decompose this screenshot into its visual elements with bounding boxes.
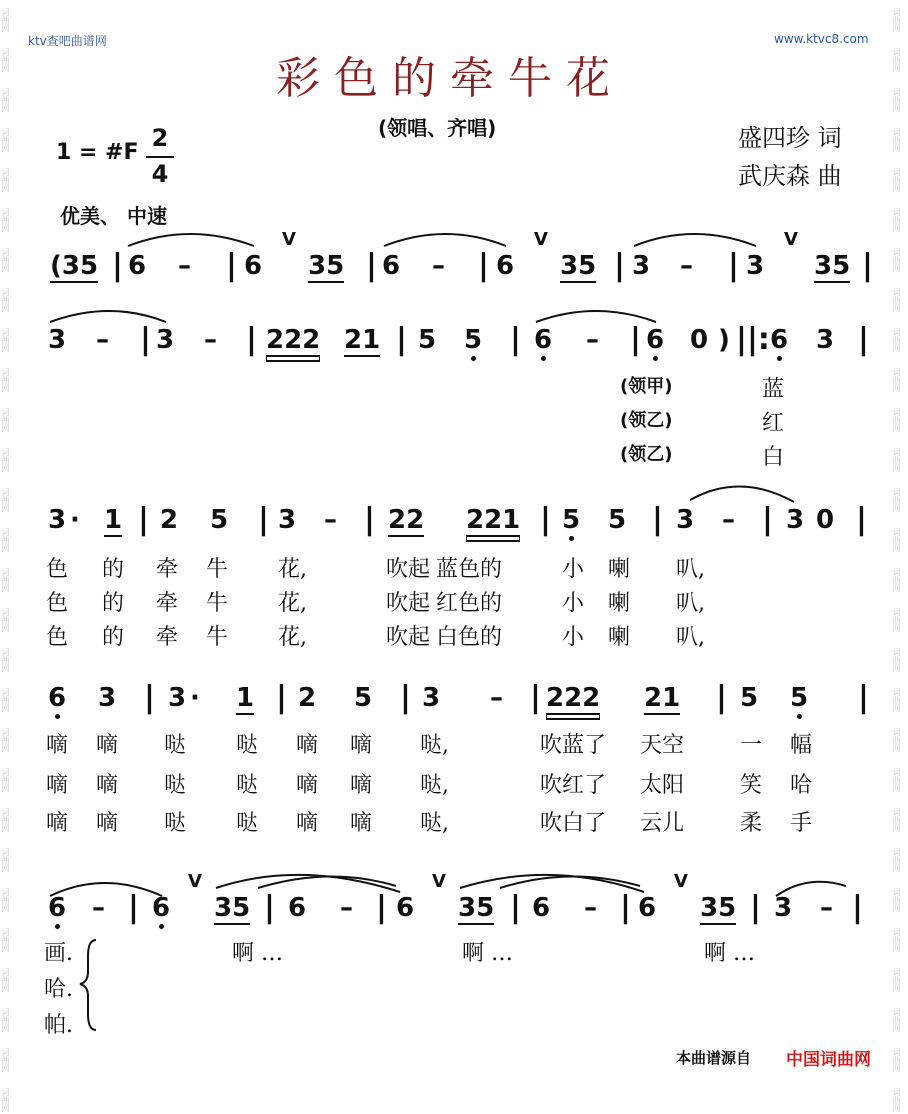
bar-line: | [540, 502, 551, 537]
note: 3 [422, 683, 441, 713]
watermark-mark: 词曲网 [892, 1008, 901, 1032]
bar-line: | [750, 890, 761, 925]
note: 2 [298, 683, 317, 713]
note: – [92, 893, 105, 923]
note: 6 [288, 893, 307, 923]
note: – [722, 505, 735, 535]
note: 6 [532, 893, 551, 923]
lyric-syllable: 哒 [236, 773, 259, 798]
note: 3 [632, 251, 651, 281]
note: – [324, 505, 337, 535]
slur [50, 883, 162, 896]
lyric-syllable: 嘀 [46, 733, 69, 758]
watermark-mark: 词曲网 [892, 688, 901, 712]
note: 1 [104, 505, 123, 535]
lyric-syllable: 一 [740, 733, 763, 758]
breath-mark: V [784, 229, 798, 250]
song-title: 彩色的牵牛花 [276, 53, 624, 104]
lyric-syllable: 哒, [420, 811, 449, 836]
watermark-mark: 词曲网 [892, 768, 901, 792]
lyric-syllable: 牵 [156, 591, 179, 616]
watermark-mark: 词曲网 [1, 288, 10, 312]
watermark-mark: 词曲网 [1, 608, 10, 632]
note: · [190, 683, 200, 713]
bar-line: | [478, 248, 489, 283]
slur [384, 234, 506, 246]
lyric-syllable: 花, [278, 625, 307, 650]
watermark-mark: 词曲网 [1, 688, 10, 712]
watermark-mark: 词曲网 [892, 408, 901, 432]
note: 35 [560, 251, 597, 281]
watermark-mark: 词曲网 [892, 448, 901, 472]
watermark-mark: 词曲网 [1, 168, 10, 192]
note: 6 [646, 325, 665, 355]
bar-line: | [364, 502, 375, 537]
lyric-syllable: 哈. [44, 977, 73, 1002]
bar-line: | [140, 322, 151, 357]
note: 2 [160, 505, 179, 535]
watermark-mark: 词曲网 [1, 328, 10, 352]
note: 5 [210, 505, 229, 535]
bar-line: | [144, 680, 155, 715]
watermark-mark: 词曲网 [892, 808, 901, 832]
watermark-mark: 词曲网 [1, 888, 10, 912]
note: 0 [816, 505, 835, 535]
watermark-mark: 词曲网 [1, 1048, 10, 1072]
note: – [432, 251, 445, 281]
lyric-syllable: 吹白了 [540, 811, 607, 836]
lyric-syllable: 嘀 [96, 733, 119, 758]
note: 6 [128, 251, 147, 281]
note: 5 [562, 505, 581, 535]
note: – [586, 325, 599, 355]
watermark-mark: 词曲网 [1, 728, 10, 752]
key-signature: 1 = #F [56, 140, 139, 165]
note: – [490, 683, 503, 713]
note: 5 [418, 325, 437, 355]
lyric-syllable: 红色的 [436, 591, 503, 616]
note: (35 [50, 251, 99, 281]
note: 35 [458, 893, 495, 923]
note: 3 [676, 505, 695, 535]
lyric-syllable: 牛 [206, 625, 229, 650]
watermark-mark: 词曲网 [1, 768, 10, 792]
lyric-syllable: 牵 [156, 557, 179, 582]
note: 3 [746, 251, 765, 281]
lyric-syllable: 吹红了 [540, 773, 607, 798]
lyric-syllable: 喇 [608, 625, 631, 650]
lyric-syllable: 小 [562, 557, 585, 582]
watermark-mark: 词曲网 [1, 48, 10, 72]
note: 3 [48, 325, 67, 355]
lyric-syllable: 色 [46, 625, 69, 650]
brace [80, 940, 96, 1030]
lyric-syllable: 哒 [164, 773, 187, 798]
lyric-syllable: 叭, [676, 557, 705, 582]
note: – [178, 251, 191, 281]
lyric-syllable: 嘀 [296, 733, 319, 758]
bar-line: | [614, 248, 625, 283]
note: 35 [214, 893, 251, 923]
lyric-syllable: 哈 [790, 773, 813, 798]
watermark-mark: 词曲网 [892, 528, 901, 552]
note: 6 [534, 325, 553, 355]
role-word-red: 红 [762, 411, 785, 436]
note: – [584, 893, 597, 923]
note: 1 [236, 683, 255, 713]
lyric-syllable: 色 [46, 591, 69, 616]
note: – [96, 325, 109, 355]
watermark-mark: 词曲网 [892, 128, 901, 152]
lyric-syllable: 天空 [640, 733, 685, 758]
note: 3 [774, 893, 793, 923]
note: 6 [396, 893, 415, 923]
bar-line: ||: [736, 322, 770, 357]
role-label-lead-c: (领乙) [620, 444, 673, 465]
note: 21 [344, 325, 381, 355]
lyric-syllable: 太阳 [640, 773, 685, 798]
lyric-syllable: 小 [562, 625, 585, 650]
lyric-syllable: 花, [278, 591, 307, 616]
note: 6 [244, 251, 263, 281]
note: 35 [814, 251, 851, 281]
note: 3 [98, 683, 117, 713]
lyric-syllable: 哒 [164, 811, 187, 836]
note: 3 [278, 505, 297, 535]
note: 6 [152, 893, 171, 923]
slur [690, 486, 794, 502]
slur [536, 311, 656, 322]
composer-credit: 武庆森 曲 [738, 162, 842, 190]
lyric-syllable: 哒, [420, 773, 449, 798]
lyric-syllable: 啊 … [232, 941, 283, 966]
bar-line: | [400, 680, 411, 715]
note: 3 [816, 325, 835, 355]
watermark-mark: 词曲网 [892, 848, 901, 872]
tempo-marking: 优美、 中速 [60, 204, 167, 228]
note: 6 [496, 251, 515, 281]
note: 5 [354, 683, 373, 713]
bar-line: | [138, 502, 149, 537]
lyric-syllable: 喇 [608, 557, 631, 582]
bar-line: | [652, 502, 663, 537]
time-signature-top: 2 [151, 124, 169, 152]
watermark-mark: 词曲网 [1, 248, 10, 272]
bar-line: | [530, 680, 541, 715]
lyric-syllable: 帕. [44, 1013, 73, 1038]
lyric-syllable: 哒 [236, 733, 259, 758]
lyric-syllable: 白色的 [436, 625, 503, 650]
bar-line: | [856, 502, 867, 537]
slur [258, 876, 396, 888]
slur [500, 876, 640, 888]
role-label-lead-a: (领甲) [620, 376, 673, 397]
note: 35 [308, 251, 345, 281]
note: – [680, 251, 693, 281]
note: 3 [48, 505, 67, 535]
bar-line: | [510, 890, 521, 925]
note: 3 [786, 505, 805, 535]
lyric-syllable: 花, [278, 557, 307, 582]
watermark-mark: 词曲网 [892, 648, 901, 672]
watermark-mark: 词曲网 [892, 288, 901, 312]
watermark-mark: 词曲网 [892, 928, 901, 952]
lyric-syllable: 哒, [420, 733, 449, 758]
watermark-mark: 词曲网 [892, 88, 901, 112]
watermark-mark: 词曲网 [1, 368, 10, 392]
lyric-syllable: 吹起 [386, 625, 431, 650]
note: 5 [740, 683, 759, 713]
role-word-blue: 蓝 [762, 377, 785, 402]
lyric-syllable: 啊 … [462, 941, 513, 966]
performance-note: (领唱、齐唱) [378, 116, 497, 140]
note: 22 [388, 505, 425, 535]
breath-mark: V [188, 871, 202, 892]
lyric-syllable: 云儿 [640, 811, 685, 836]
note: 6 [638, 893, 657, 923]
watermark-mark: 词曲网 [1, 808, 10, 832]
note: 222 [546, 683, 601, 713]
lyric-syllable: 吹起 [386, 591, 431, 616]
lyric-syllable: 手 [790, 811, 813, 836]
bar-line: | [376, 890, 387, 925]
time-signature-bottom: 4 [151, 160, 169, 188]
watermark-mark: 词曲网 [1, 848, 10, 872]
bar-line: | [620, 890, 631, 925]
lyric-syllable: 幅 [790, 733, 813, 758]
lyric-syllable: 叭, [676, 591, 705, 616]
note: 35 [700, 893, 737, 923]
bar-line: | [630, 322, 641, 357]
watermark-mark: 词曲网 [1, 968, 10, 992]
source-label: 本曲谱源自 [676, 1049, 752, 1067]
bar-line: | [716, 680, 727, 715]
bar-line: | [264, 890, 275, 925]
breath-mark: V [674, 871, 688, 892]
bar-line: | [762, 502, 773, 537]
note: 21 [644, 683, 681, 713]
lyric-syllable: 柔 [740, 811, 763, 836]
watermark-mark: 词曲网 [892, 8, 901, 32]
site-name-left: ktv查吧曲谱网 [28, 34, 107, 48]
lyric-syllable: 吹起 [386, 557, 431, 582]
watermark-mark: 词曲网 [892, 368, 901, 392]
watermark-mark: 词曲网 [892, 328, 901, 352]
watermark-mark: 词曲网 [892, 48, 901, 72]
lyric-syllable: 色 [46, 557, 69, 582]
lyric-syllable: 的 [102, 557, 125, 582]
bar-line: | [246, 322, 257, 357]
watermark-mark: 词曲网 [1, 568, 10, 592]
site-url-right: www.ktvc8.com [774, 32, 869, 46]
note: – [340, 893, 353, 923]
lyric-syllable: 的 [102, 625, 125, 650]
watermark-mark: 词曲网 [892, 608, 901, 632]
note: 5 [608, 505, 627, 535]
lyric-syllable: 牛 [206, 591, 229, 616]
source-site-link[interactable]: 中国词曲网 [786, 1050, 871, 1070]
role-label-lead-b: (领乙) [620, 410, 673, 431]
watermark-mark: 词曲网 [892, 248, 901, 272]
bar-line: | [396, 322, 407, 357]
note: 221 [466, 505, 521, 535]
lyric-syllable: 嘀 [296, 811, 319, 836]
note: 5 [790, 683, 809, 713]
note: 6 [48, 893, 67, 923]
role-word-white: 白 [762, 445, 785, 470]
note: 3 [156, 325, 175, 355]
watermark-mark: 词曲网 [892, 1088, 901, 1112]
lyric-syllable: 哒 [236, 811, 259, 836]
lyric-syllable: 哒 [164, 733, 187, 758]
bar-line: | [852, 890, 863, 925]
slur [50, 311, 166, 322]
watermark-mark: 词曲网 [892, 568, 901, 592]
lyricist-credit: 盛四珍 词 [738, 124, 842, 152]
lyric-syllable: 吹蓝了 [540, 733, 607, 758]
watermark-mark: 词曲网 [1, 928, 10, 952]
bar-line: | [128, 890, 139, 925]
watermark-mark: 词曲网 [1, 88, 10, 112]
bar-line: | [258, 502, 269, 537]
lyric-syllable: 蓝色的 [436, 557, 503, 582]
lyric-syllable: 嘀 [350, 773, 373, 798]
note: 3 [168, 683, 187, 713]
lyric-syllable: 嘀 [350, 811, 373, 836]
lyric-syllable: 牵 [156, 625, 179, 650]
watermark-mark: 词曲网 [892, 208, 901, 232]
watermark-mark: 词曲网 [1, 648, 10, 672]
bar-line: | [226, 248, 237, 283]
note: 0 [690, 325, 709, 355]
bar-line: | [858, 680, 869, 715]
watermark-mark: 词曲网 [1, 128, 10, 152]
lyric-syllable: 嘀 [296, 773, 319, 798]
watermark-mark: 词曲网 [1, 1008, 10, 1032]
slur [128, 234, 254, 246]
lyric-syllable: 嘀 [96, 773, 119, 798]
breath-mark: V [432, 871, 446, 892]
watermark-mark: 词曲网 [1, 208, 10, 232]
note: 6 [770, 325, 789, 355]
note: 222 [266, 325, 321, 355]
watermark-mark: 词曲网 [892, 888, 901, 912]
note: · [70, 505, 80, 535]
bar-line: | [366, 248, 377, 283]
slur [634, 234, 756, 246]
lyric-syllable: 牛 [206, 557, 229, 582]
watermark-mark: 词曲网 [1, 8, 10, 32]
note: 6 [382, 251, 401, 281]
note: – [820, 893, 833, 923]
bar-line: | [510, 322, 521, 357]
lyric-syllable: 叭, [676, 625, 705, 650]
watermark-mark: 词曲网 [1, 448, 10, 472]
lyric-syllable: 啊 … [704, 941, 755, 966]
bar-line: | [858, 322, 869, 357]
breath-mark: V [282, 229, 296, 250]
note: 5 [464, 325, 483, 355]
note: – [204, 325, 217, 355]
note: ) [718, 325, 730, 355]
watermark-mark: 词曲网 [1, 528, 10, 552]
lyric-syllable: 嘀 [46, 773, 69, 798]
lyric-syllable: 的 [102, 591, 125, 616]
watermark-mark: 词曲网 [892, 968, 901, 992]
breath-mark: V [534, 229, 548, 250]
watermark-mark: 词曲网 [892, 728, 901, 752]
bar-line: | [728, 248, 739, 283]
watermark-mark: 词曲网 [1, 408, 10, 432]
watermark-mark: 词曲网 [892, 168, 901, 192]
slur [776, 882, 846, 896]
bar-line: | [276, 680, 287, 715]
lyric-syllable: 嘀 [96, 811, 119, 836]
watermark-mark: 词曲网 [892, 1048, 901, 1072]
watermark-mark: 词曲网 [1, 488, 10, 512]
lyric-syllable: 嘀 [46, 811, 69, 836]
watermark-mark: 词曲网 [892, 488, 901, 512]
lyric-syllable: 笑 [740, 773, 763, 798]
lyric-syllable: 画. [44, 941, 73, 966]
watermark-mark: 词曲网 [1, 1088, 10, 1112]
lyric-syllable: 嘀 [350, 733, 373, 758]
lyric-syllable: 小 [562, 591, 585, 616]
bar-line: | [862, 248, 873, 283]
lyric-syllable: 喇 [608, 591, 631, 616]
note: 6 [48, 683, 67, 713]
bar-line: | [112, 248, 123, 283]
